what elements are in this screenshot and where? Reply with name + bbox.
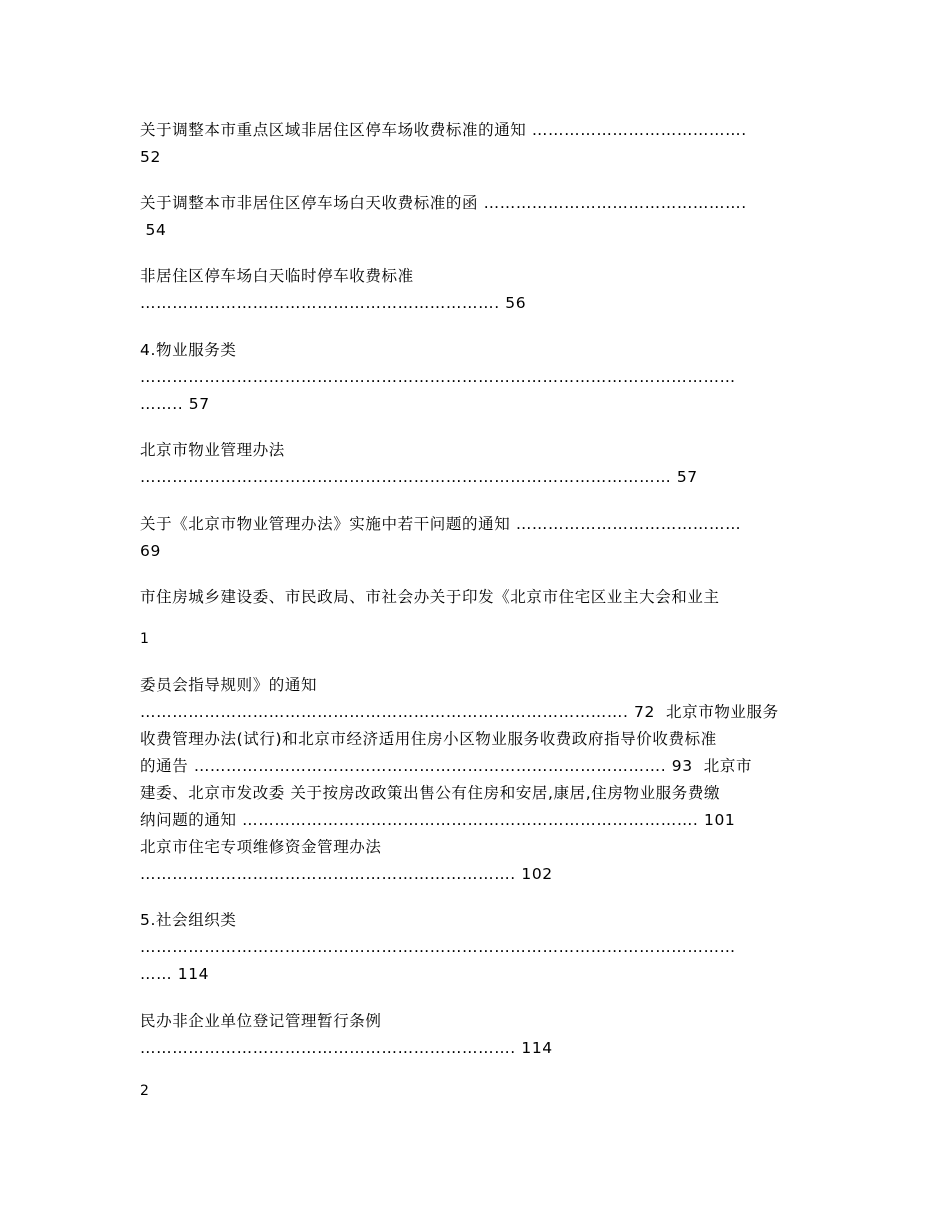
toc-leader: …………………………………………………………………………………………………	[140, 368, 736, 386]
toc-leader: ………………………………………………………………………………. 72 北京市物业服务	[140, 703, 779, 721]
toc-leader: ……………………………………………………………. 114	[140, 1039, 553, 1057]
toc-section-heading: 4.物业服务类	[140, 341, 237, 359]
toc-leader: ……………………………………………………………. 102	[140, 865, 553, 883]
toc-entry: 民办非企业单位登记管理暂行条例	[140, 1012, 382, 1030]
toc-entry: 北京市物业管理办法	[140, 441, 285, 459]
page-number: 2	[140, 1083, 149, 1099]
toc-entry: 非居住区停车场白天临时停车收费标准	[140, 267, 414, 285]
toc-page-ref: 54	[140, 221, 167, 239]
toc-leader: …… 114	[140, 965, 210, 983]
toc-page-ref: 52	[140, 148, 161, 166]
page-number: 1	[140, 631, 149, 647]
toc-entry: 市住房城乡建设委、市民政局、市社会办关于印发《北京市住宅区业主大会和业主	[140, 588, 720, 606]
toc-entry: 关于调整本市非居住区停车场白天收费标准的函 ………………………………………….	[140, 194, 747, 212]
toc-entry: 建委、北京市发改委 关于按房改政策出售公有住房和安居,康居,住房物业服务费缴	[140, 784, 721, 802]
toc-page-ref: 69	[140, 542, 161, 560]
toc-entry: 纳问题的通知 …………………………………………………………………………. 101	[140, 811, 736, 829]
toc-entry: 关于调整本市重点区域非居住区停车场收费标准的通知 ………………………………….	[140, 121, 747, 139]
toc-entry: 的通告 ……………………………………………………………………………. 93 北京市	[140, 757, 753, 775]
toc-leader: …….. 57	[140, 395, 210, 413]
toc-leader: …………………………………………………………………………………………………	[140, 938, 736, 956]
toc-section-heading: 5.社会组织类	[140, 911, 237, 929]
toc-leader: ……………………………………………………………………………………… 57	[140, 468, 698, 486]
toc-entry: 收费管理办法(试行)和北京市经济适用住房小区物业服务收费政府指导价收费标准	[140, 730, 717, 748]
toc-entry: 关于《北京市物业管理办法》实施中若干问题的通知 ……………………………………	[140, 515, 742, 533]
toc-entry: 委员会指导规则》的通知	[140, 676, 318, 694]
toc-leader: …………………………………………………………. 56	[140, 294, 527, 312]
toc-entry: 北京市住宅专项维修资金管理办法	[140, 838, 382, 856]
